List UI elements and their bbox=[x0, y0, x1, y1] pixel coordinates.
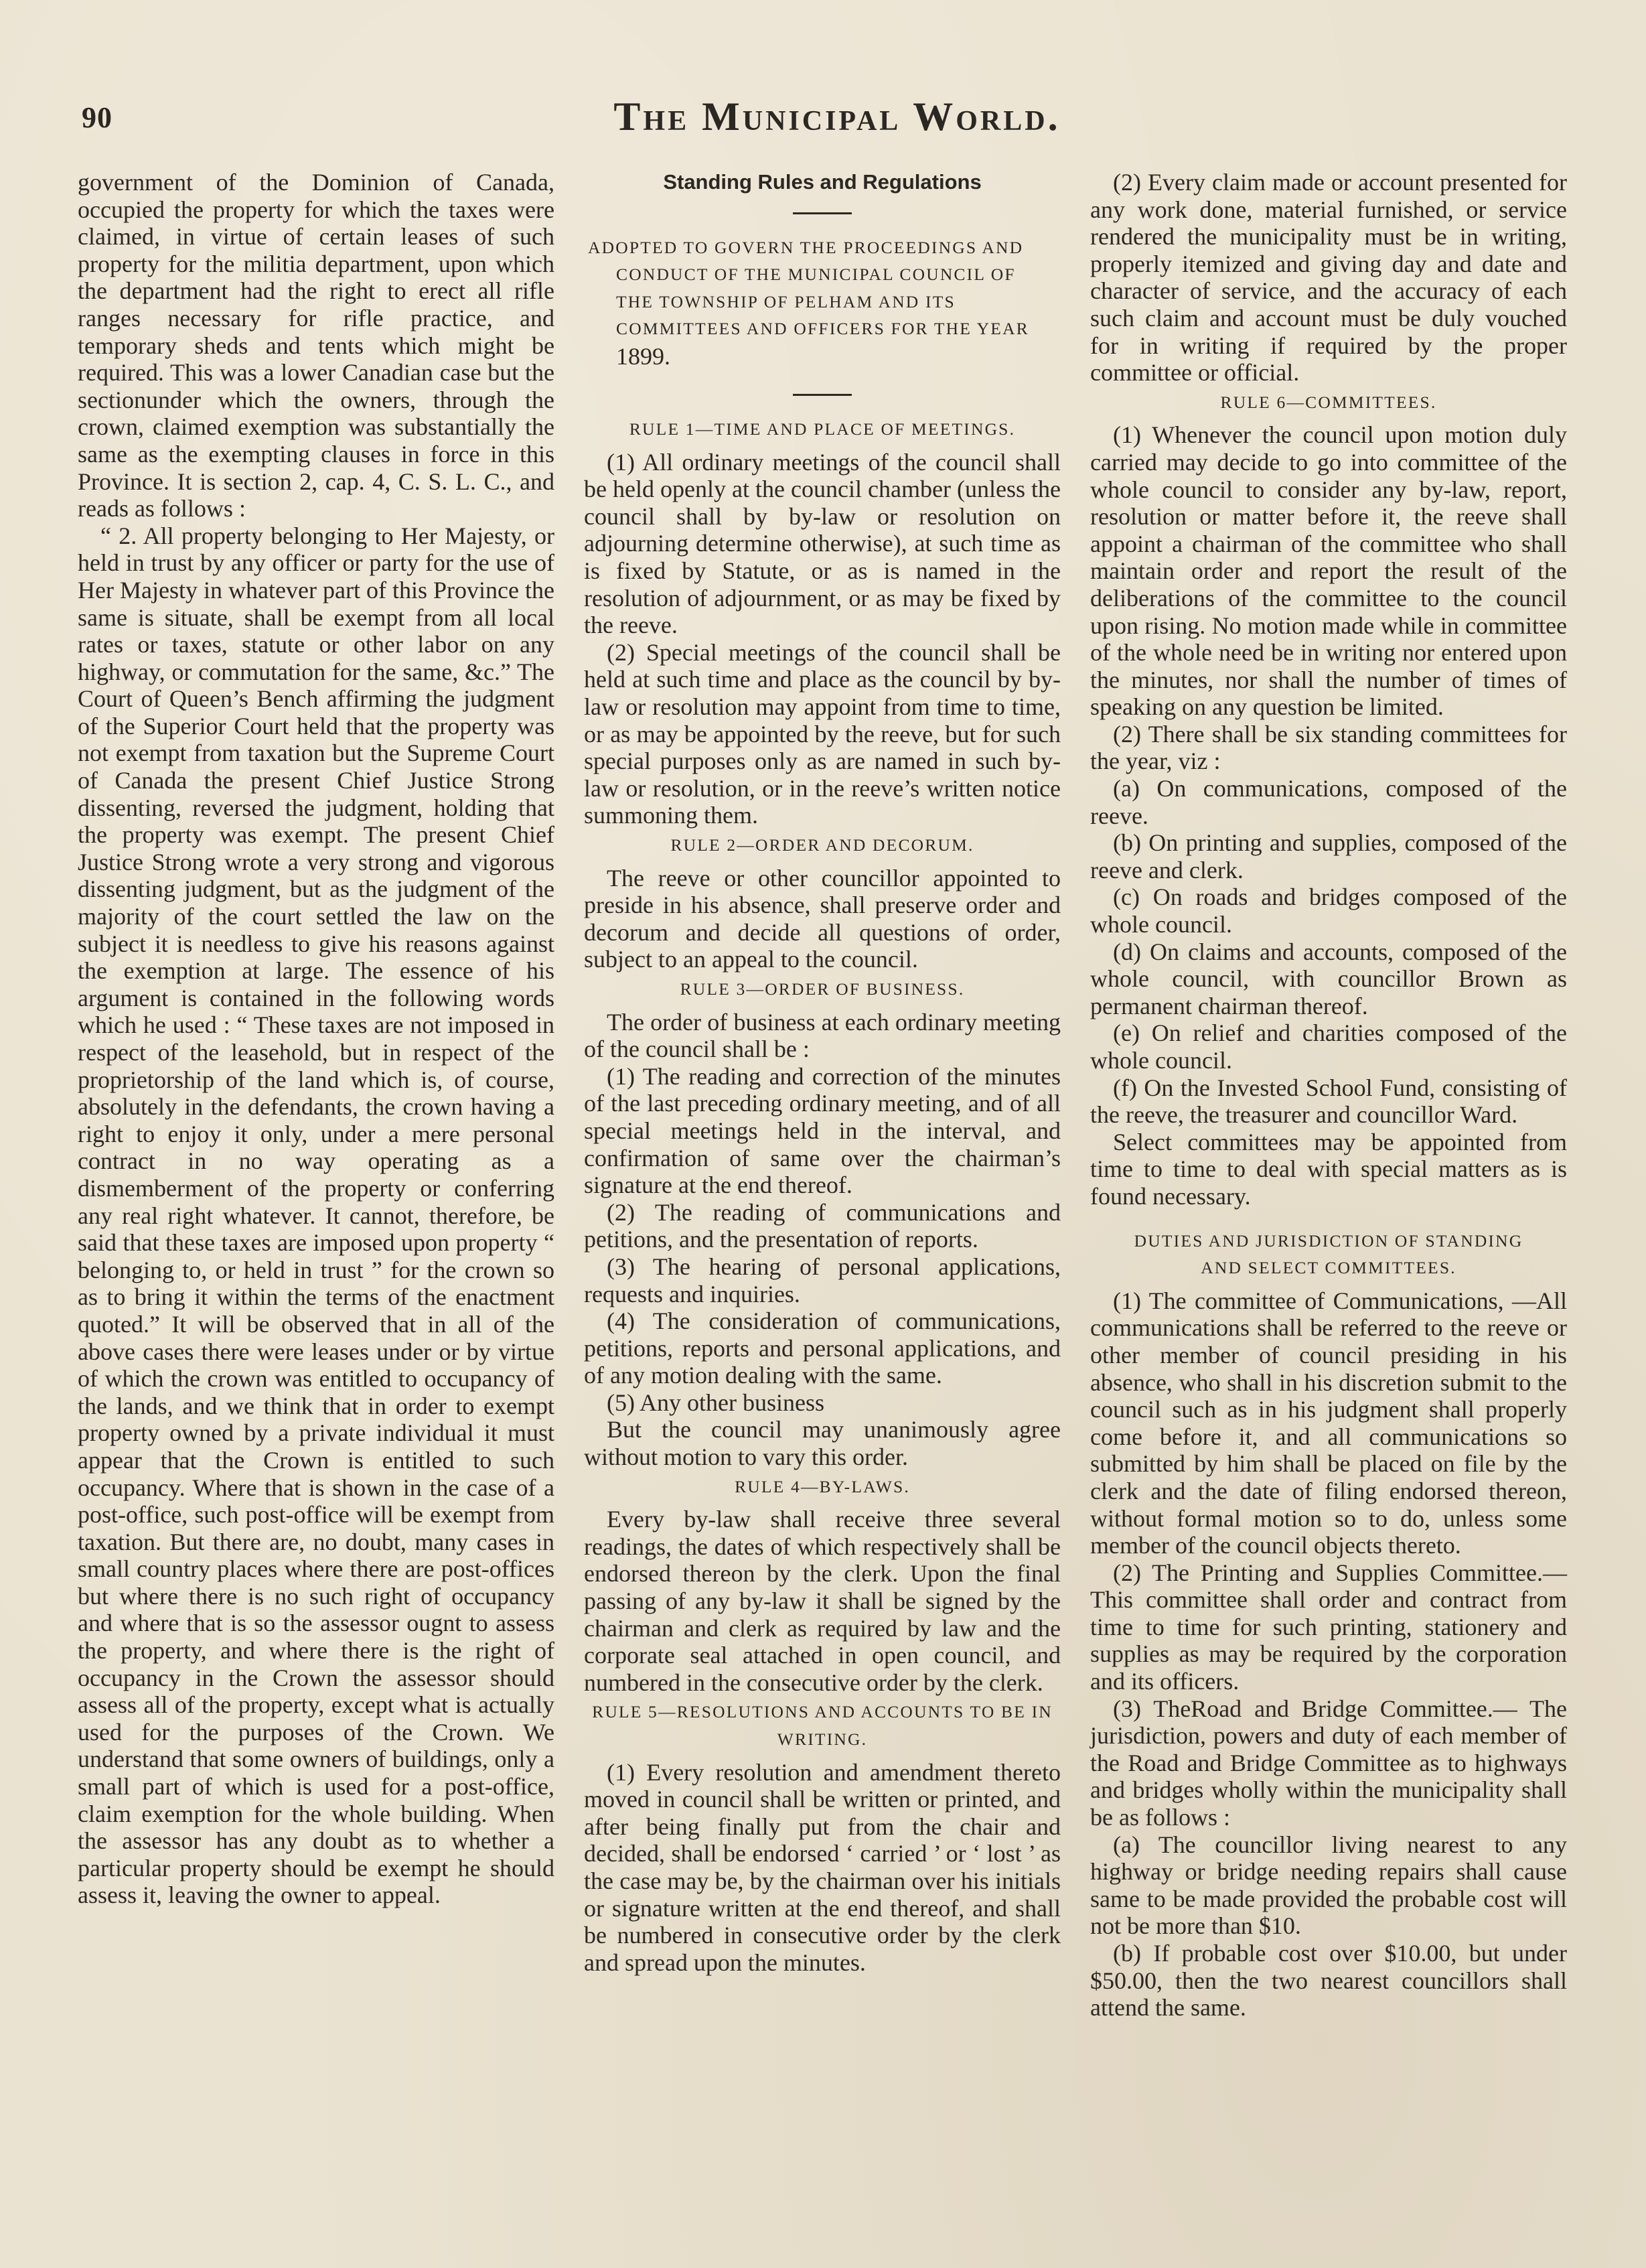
paragraph: (2) There shall be six standing committees for the year, viz : bbox=[1090, 720, 1567, 775]
preamble-text bbox=[588, 234, 1045, 373]
section-heading: AND SELECT COMMITTEES. bbox=[1201, 1258, 1456, 1278]
paragraph: (a) The councillor living nearest to any highway or bridge needing repairs shall cause same to be made provided the probable cost will not be more than $10. bbox=[1090, 1831, 1567, 1940]
paragraph: (1) All ordinary meetings of the council shall be held openly at the council chamber (unless the council shall by by-law or resolution on adjourning determine otherwise), at such time as is fixed by Statute, or as is named in the resolution of adjournment, or as may be fixed by the reeve. bbox=[584, 448, 1061, 639]
column-left bbox=[78, 169, 554, 1909]
section-heading: DUTIES AND JURISDICTION OF STANDING bbox=[1134, 1230, 1523, 1251]
paragraph: Every by-law shall receive three several readings, the dates of which respectively shall be endorsed thereon by the clerk. Upon the final passing of any by-law it shall be signed by the chairman and clerk as required by law and the corporate seal attached in open council, and numbered in the consecutive order by the clerk. bbox=[584, 1506, 1061, 1696]
paragraph: (a) On communications, composed of the reeve. bbox=[1090, 775, 1567, 829]
column-middle bbox=[584, 169, 1061, 1976]
page-number: 90 bbox=[82, 101, 113, 134]
masthead: The Municipal World. bbox=[613, 94, 1061, 139]
section-heading: RULE 2—ORDER AND DECORUM. bbox=[670, 835, 974, 855]
preamble-caps: ADOPTED TO GOVERN THE PROCEEDINGS AND CONDUCT OF THE MUNICIPAL COUNCIL OF THE TOWNSHIP OF PELHAM AND ITS COMMITTEES AND OFFICERS FOR THE YEAR bbox=[588, 237, 1029, 339]
article-title: Standing Rules and Regulations bbox=[663, 170, 982, 194]
paragraph: But the council may unanimously agree without motion to vary this order. bbox=[584, 1416, 1061, 1471]
paragraph: (5) Any other business bbox=[607, 1389, 824, 1416]
paragraph: The reeve or other councillor appointed to preside in his absence, shall preserve order and decorum and decide all questions of order, subject to an appeal to the council. bbox=[584, 864, 1061, 973]
section-heading: RULE 1—TIME AND PLACE OF MEETINGS. bbox=[629, 419, 1016, 439]
section-heading: RULE 4—BY-LAWS. bbox=[735, 1476, 910, 1496]
article-preamble bbox=[588, 234, 1045, 373]
paragraph: (4) The consideration of communications, petitions, reports and personal applications, and of any motion dealing with the same. bbox=[584, 1307, 1061, 1389]
section-heading: RULE 3—ORDER OF BUSINESS. bbox=[680, 979, 965, 999]
paragraph: (c) On roads and bridges composed of the whole council. bbox=[1090, 883, 1567, 938]
section-heading: RULE 6—COMMITTEES. bbox=[1220, 392, 1437, 412]
paragraph: (3) TheRoad and Bridge Committee.— The jurisdiction, powers and duty of each member of the Road and Bridge Committee as to highways and bridges wholly within the municipality shall be as follows : bbox=[1090, 1695, 1567, 1831]
paragraph: Select committees may be appointed from time to time to deal with special matters as is found necessary. bbox=[1090, 1128, 1567, 1210]
paragraph: (1) Whenever the council upon motion duly carried may decide to go into committee of the whole council to consider any by-law, report, resolution or matter before it, the reeve shall appoint a chairman of the committee who shall maintain order and report the result of the deliberations of the committee to the council upon rising. No motion made while in committee of the whole need be in writing nor entered upon the minutes, nor shall the number of times of speaking on any question be limited. bbox=[1090, 421, 1567, 721]
paragraph: (2) Special meetings of the council shall be held at such time and place as the council by by-law or resolution may appoint from time to time, or as may be appointed by the reeve, but for such special purposes only as are named in such by-law or resolution, or in the reeve’s written notice summoning them. bbox=[584, 638, 1061, 829]
paragraph: “ 2. All property belonging to Her Majesty, or held in trust by any officer or party for the use of Her Majesty in whatever part of this Province the same is situate, shall be exempt from all local rates or taxes, statute or other labor on any highway, or commutation for the same, &c.” The Court of Queen’s Bench affirming the judgment of the Superior Court held that the property was not exempt from taxation but the Supreme Court of Canada the present Chief Justice Strong dissenting, reversed the judgment, holding that the property was exempt. The present Chief Justice Strong wrote a very strong and vigorous dissenting judgment, but as the judgment of the majority of the court settled the law on the subject it is needless to give his reasons against the exemption at large. The essence of his argument is contained in the following words which he used : “ These taxes are not imposed in respect of the leasehold, but in respect of the proprietorship of the land which is, of course, absolutely in the defendants, the crown having a right to enjoy it only, under a mere personal contract in no way operating as a dismemberment of the property or conferring any real right whatever. It cannot, therefore, be said that these taxes are imposed upon property “ belonging to, or held in trust ” for the crown so as to bring it within the terms of the enactment quoted.” It will be observed that in all of the above cases there were leases under or by virtue of which the crown was entitled to occupancy of the lands, and we think that in order to exempt property owned by a private individual it must appear that the Crown is entitled to such occupancy. Where that is shown in the case of a post-office, such post-office will be exempt from taxation. But there are, no doubt, many cases in small country places where there are post-offices but where there is no such right of occupancy and where that is so the assessor ougnt to assess the property, and where there is the right of occupancy in the Crown the assessor should assess all of the property, except what is actually used for the purposes of the Crown. We understand that some owners of buildings, only a small part of which is used for a post-office, claim exemption for the whole building. When the assessor has any doubt as to whether a particular property should be exempt he should assess it, leaving the owner to appeal. bbox=[78, 522, 554, 1909]
paragraph: (3) The hearing of personal applications, requests and inquiries. bbox=[584, 1253, 1061, 1307]
paragraph: (d) On claims and accounts, composed of the whole council, with councillor Brown as permanent chairman thereof. bbox=[1090, 938, 1567, 1019]
paragraph: (1) The committee of Communications, —All communications shall be referred to the reeve or other member of council presiding in his absence, who shall in his discretion submit to the council such as in his judgment shall properly come before it, and all communications so submitted by him shall be placed on file by the clerk and the date of filing endorsed thereon, without formal motion so to do, unless some member of the council objects thereto. bbox=[1090, 1287, 1567, 1559]
paragraph: government of the Dominion of Canada, occupied the property for which the taxes were claimed, in virtue of certain leases of such property for the militia department, upon which the department had the right to erect all rifle ranges necessary for rifle practice, and temporary sheds and tents which might be required. This was a lower Canadian case but the sectionunder which the owners, through the crown, claimed exemption was substantially the same as the exempting clauses in force in this Province. It is section 2, cap. 4, C. S. L. C., and reads as follows : bbox=[78, 169, 554, 522]
paragraph: (2) The reading of communications and petitions, and the presentation of reports. bbox=[584, 1198, 1061, 1253]
divider bbox=[793, 212, 852, 214]
section-heading: RULE 5—RESOLUTIONS AND ACCOUNTS TO BE IN WRITING. bbox=[592, 1702, 1053, 1749]
paragraph: (1) Every resolution and amendment thereto moved in council shall be written or printed, and after being finally put from the chair and decided, shall be endorsed ‘ carried ’ or ‘ lost ’ as the case may be, by the chairman over his initials or signature written at the end thereof, and shall be numbered in consecutive order by the clerk and spread upon the minutes. bbox=[584, 1758, 1061, 1976]
paragraph: (b) If probable cost over $10.00, but under $50.00, then the two nearest councillors shall attend the same. bbox=[1090, 1940, 1567, 2022]
paragraph: (b) On printing and supplies, composed of the reeve and clerk. bbox=[1090, 829, 1567, 883]
paragraph: (f) On the Invested School Fund, consisting of the reeve, the treasurer and councillor Ward. bbox=[1090, 1074, 1567, 1129]
paragraph: The order of business at each ordinary meeting of the council shall be : bbox=[584, 1008, 1061, 1063]
preamble-year: 1899. bbox=[616, 342, 670, 370]
paragraph: (1) The reading and correction of the minutes of the last preceding ordinary meeting, and of all special meetings held in the interval, and confirmation of same over the chairman’s signature at the end thereof. bbox=[584, 1062, 1061, 1199]
paragraph: (e) On relief and charities composed of the whole council. bbox=[1090, 1019, 1567, 1074]
divider bbox=[793, 394, 852, 396]
paragraph: (2) Every claim made or account presented for any work done, material furnished, or service rendered the municipality must be in writing, properly itemized and giving day and date and character of service, and the accuracy of each such claim and account must be duly vouched for in writing if required by the proper committee or official. bbox=[1090, 169, 1567, 386]
column-right bbox=[1090, 169, 1567, 2022]
paragraph: (2) The Printing and Supplies Committee.—This committee shall order and contract from time to time for such printing, stationery and supplies as may be required by the corporation and its officers. bbox=[1090, 1559, 1567, 1695]
